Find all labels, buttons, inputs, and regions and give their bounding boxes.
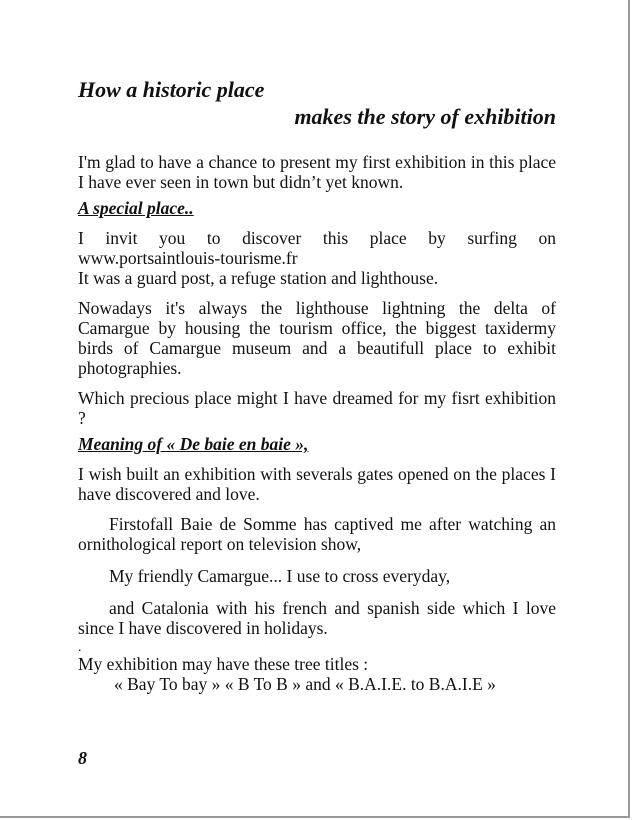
title-line-1: How a historic place [78,77,265,102]
lighthouse-paragraph: Nowadays it's always the lighthouse lightning the delta of Camargue by housing the tourism office, the biggest taxidermy birds of Camargue museum and a beautifull place to exhibit photographies. [78,298,556,378]
title-line-2: makes the story of exhibition [294,104,556,129]
precious-place-paragraph: Which precious place might I have dreamed for my fisrt exhibition ? [78,388,556,428]
baie-de-somme-paragraph: Firstofall Baie de Somme has captived me after watching an ornithological report on television show, [78,514,556,554]
camargue-paragraph: My friendly Camargue... I use to cross everyday, [109,566,451,586]
intro-paragraph: I'm glad to have a chance to present my first exhibition in this place I have ever seen in town but didn’t yet known. [78,152,556,192]
page-number: 8 [78,748,87,768]
titles-intro-line: My exhibition may have these tree titles : [78,654,369,674]
stray-dot: . [78,640,82,655]
page-title [78,76,556,130]
discover-line: I invit you to discover this place by surfing on [78,228,556,248]
gates-paragraph: I wish built an exhibition with severals gates opened on the places I have discovered and love. [78,464,556,504]
section-heading-meaning: Meaning of « De baie en baie », [78,434,309,454]
website-url: www.portsaintlouis-tourisme.fr [78,248,298,268]
catalonia-paragraph: and Catalonia with his french and spanish side which I love since I have discovered in holidays. [78,598,556,638]
section-heading-special-place: A special place.. [78,198,194,218]
history-line: It was a guard post, a refuge station and lighthouse. [78,268,439,288]
exhibition-titles-line: « Bay To bay » « B To B » and « B.A.I.E. to B.A.I.E » [114,674,496,694]
page-content [78,76,556,694]
